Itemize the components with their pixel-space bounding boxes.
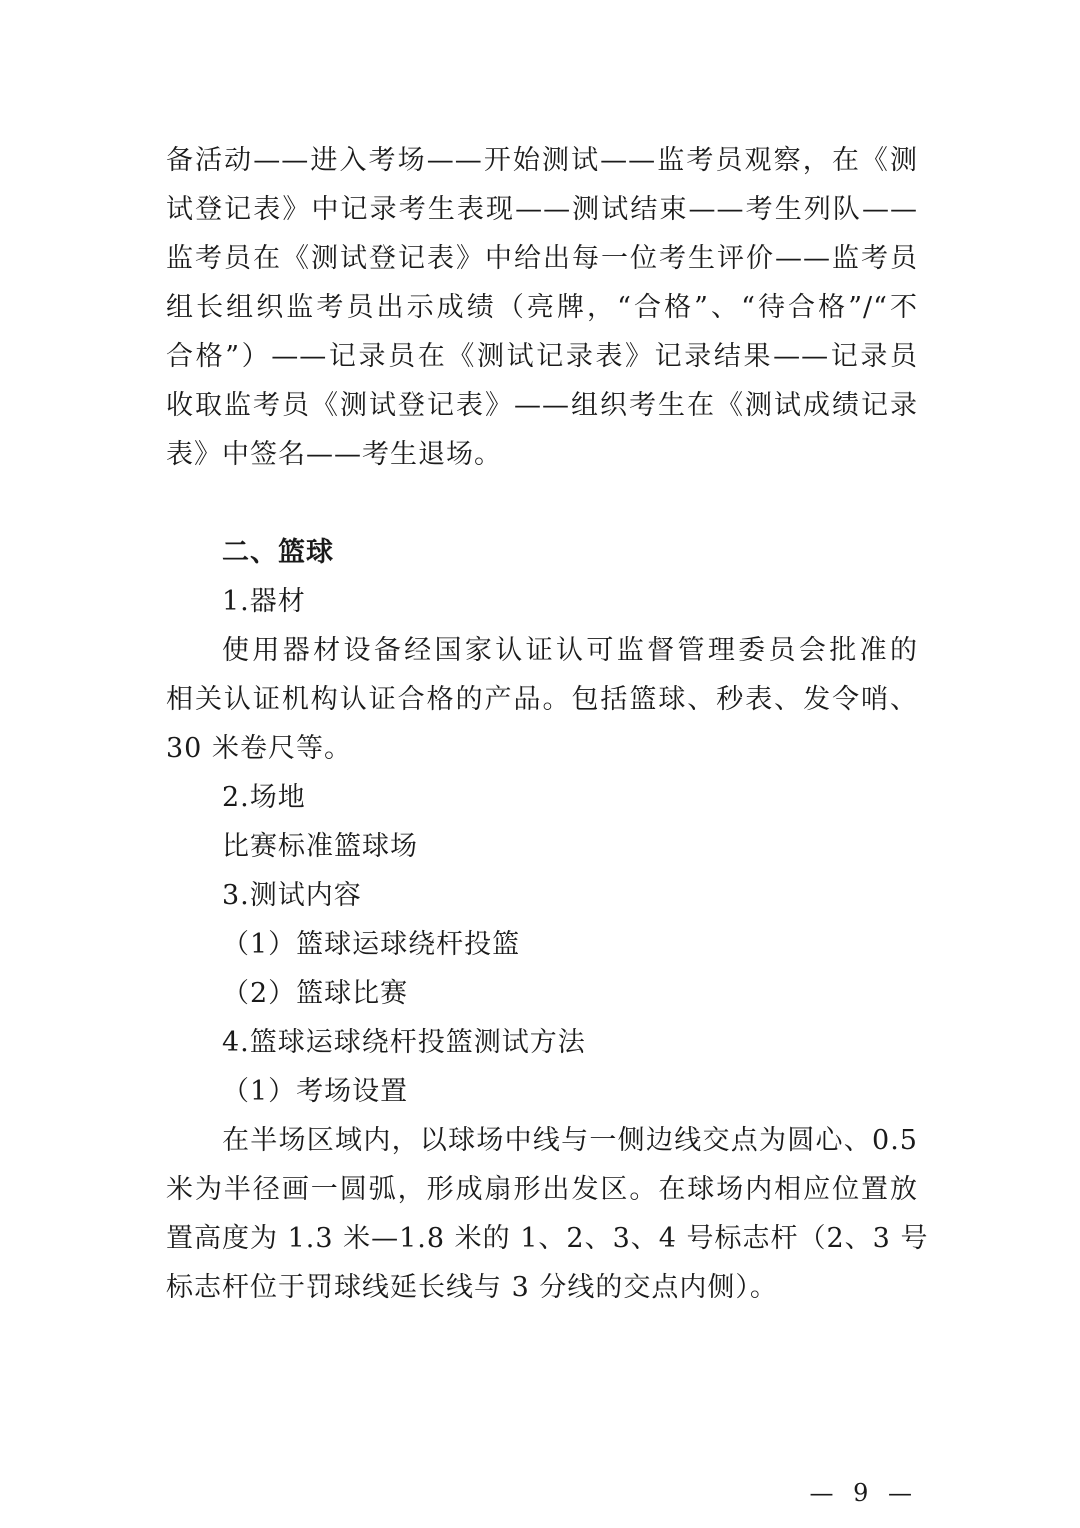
venue-text: 比赛标准篮球场 [222,831,418,862]
text-line: 监考员在《测试登记表》中给出每一位考生评价——监考员 [166,243,918,274]
paragraph-procedure [166,136,918,479]
equipment-title: 1.器材 [222,586,306,617]
text-line: 相关认证机构认证合格的产品。包括篮球、秒表、发令哨、 [166,684,918,715]
method-title: 4.篮球运球绕杆投篮测试方法 [222,1027,586,1058]
method-sub-title: （1）考场设置 [222,1076,409,1107]
section-heading: 二、篮球 [222,537,334,568]
text-line: 组长组织监考员出示成绩（亮牌，“合格”、“待合格”/“不 [166,292,918,323]
venue-title: 2.场地 [222,782,306,813]
page-number: — 9 — [809,1479,918,1507]
text-line: 备活动——进入考场——开始测试——监考员观察，在《测 [166,145,918,176]
text-line: 在半场区域内，以球场中线与一侧边线交点为圆心、0.5 [222,1125,918,1156]
text-line: 30 米卷尺等。 [166,733,352,764]
section-basketball [166,528,929,1312]
content-item: （1）篮球运球绕杆投篮 [222,929,521,960]
text-line: 表》中签名——考生退场。 [166,439,502,470]
text-line: 使用器材设备经国家认证认可监督管理委员会批准的 [222,635,918,666]
text-line: 试登记表》中记录考生表现——测试结束——考生列队—— [166,194,918,225]
text-line: 收取监考员《测试登记表》——组织考生在《测试成绩记录 [166,390,918,421]
content-title: 3.测试内容 [222,880,362,911]
content-item: （2）篮球比赛 [222,978,409,1009]
text-line: 合格”）——记录员在《测试记录表》记录结果——记录员 [166,341,918,372]
text-line: 米为半径画一圆弧，形成扇形出发区。在球场内相应位置放 [166,1174,918,1205]
text-line: 标志杆位于罚球线延长线与 3 分线的交点内侧）。 [166,1272,778,1303]
text-line: 置高度为 1.3 米—1.8 米的 1、2、3、4 号标志杆（2、3 号 [166,1223,929,1254]
